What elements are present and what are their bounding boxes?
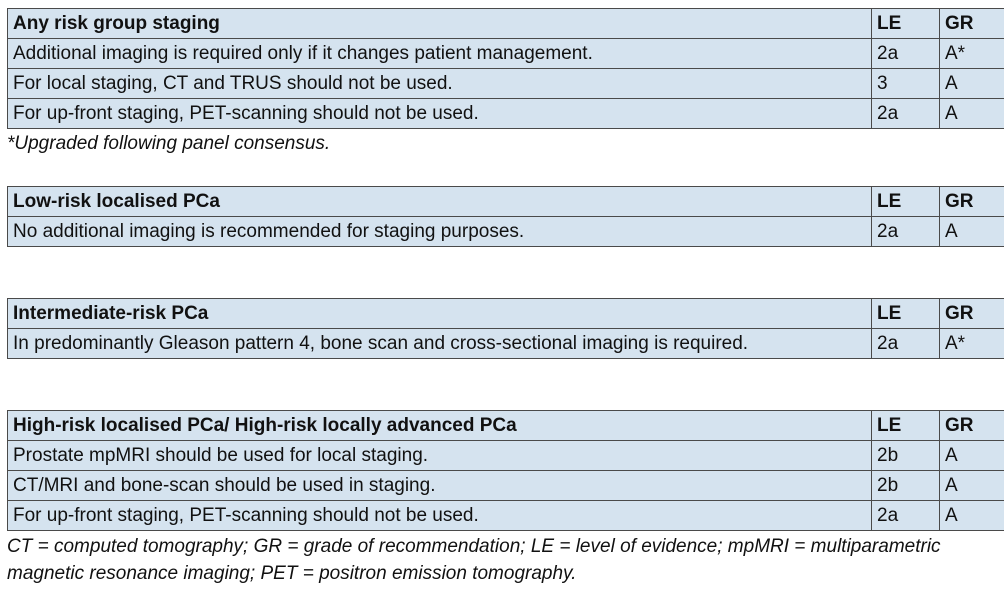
footnote-upgraded: *Upgraded following panel consensus. bbox=[7, 133, 331, 154]
gr-value: A bbox=[940, 69, 1004, 99]
recommendation-text: Prostate mpMRI should be used for local staging. bbox=[8, 441, 872, 471]
table-row bbox=[8, 69, 1004, 99]
recommendation-text: Additional imaging is required only if it changes patient management. bbox=[8, 39, 872, 69]
recommendation-text: CT/MRI and bone-scan should be used in staging. bbox=[8, 471, 872, 501]
le-value: 2a bbox=[872, 329, 940, 359]
recommendation-text: For local staging, CT and TRUS should not be used. bbox=[8, 69, 872, 99]
le-header: LE bbox=[872, 411, 940, 441]
recommendation-text: For up-front staging, PET-scanning should not be used. bbox=[8, 99, 872, 129]
gr-value: A bbox=[940, 471, 1004, 501]
table-low-risk bbox=[7, 186, 1004, 247]
le-value: 2a bbox=[872, 99, 940, 129]
gr-value: A bbox=[940, 441, 1004, 471]
gr-value: A bbox=[940, 99, 1004, 129]
gr-value: A bbox=[940, 501, 1004, 531]
table-header-row bbox=[8, 187, 1004, 217]
table-row bbox=[8, 501, 1004, 531]
table-title: High-risk localised PCa/ High-risk locally advanced PCa bbox=[8, 411, 872, 441]
gr-header: GR bbox=[940, 299, 1004, 329]
recommendation-text: For up-front staging, PET-scanning should not be used. bbox=[8, 501, 872, 531]
le-value: 2a bbox=[872, 501, 940, 531]
recommendation-text: In predominantly Gleason pattern 4, bone scan and cross-sectional imaging is required. bbox=[8, 329, 872, 359]
table-row bbox=[8, 329, 1004, 359]
abbreviations-line: CT = computed tomography; GR = grade of recommendation; LE = level of evidence; mpMRI = multiparametric bbox=[7, 536, 941, 557]
table-row bbox=[8, 39, 1004, 69]
gr-header: GR bbox=[940, 9, 1004, 39]
le-header: LE bbox=[872, 9, 940, 39]
table-intermediate-risk bbox=[7, 298, 1004, 359]
abbreviations-line: magnetic resonance imaging; PET = positron emission tomography. bbox=[7, 563, 577, 584]
gr-value: A bbox=[940, 217, 1004, 247]
table-row bbox=[8, 99, 1004, 129]
table-title: Intermediate-risk PCa bbox=[8, 299, 872, 329]
table-header-row bbox=[8, 299, 1004, 329]
table-row bbox=[8, 441, 1004, 471]
table-any-risk-group bbox=[7, 8, 1004, 129]
gr-value: A* bbox=[940, 39, 1004, 69]
le-value: 2a bbox=[872, 39, 940, 69]
recommendation-text: No additional imaging is recommended for staging purposes. bbox=[8, 217, 872, 247]
table-row bbox=[8, 217, 1004, 247]
gr-header: GR bbox=[940, 411, 1004, 441]
le-value: 3 bbox=[872, 69, 940, 99]
abbreviations-note bbox=[7, 533, 1000, 587]
le-header: LE bbox=[872, 299, 940, 329]
le-value: 2b bbox=[872, 441, 940, 471]
table-header-row bbox=[8, 9, 1004, 39]
table-title: Low-risk localised PCa bbox=[8, 187, 872, 217]
table-row bbox=[8, 471, 1004, 501]
le-value: 2b bbox=[872, 471, 940, 501]
le-value: 2a bbox=[872, 217, 940, 247]
gr-header: GR bbox=[940, 187, 1004, 217]
gr-value: A* bbox=[940, 329, 1004, 359]
table-header-row bbox=[8, 411, 1004, 441]
table-high-risk bbox=[7, 410, 1004, 531]
le-header: LE bbox=[872, 187, 940, 217]
table-title: Any risk group staging bbox=[8, 9, 872, 39]
